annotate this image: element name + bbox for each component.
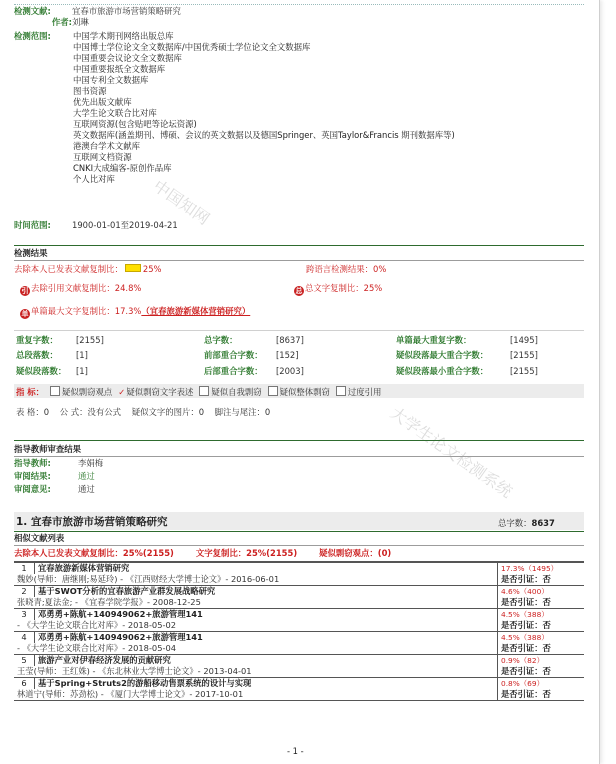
doc-title-link[interactable]: 邓勇勇+陈航+140949062+旅游管理141 xyxy=(35,632,498,644)
stat-label: 疑似段落数： xyxy=(16,366,67,376)
stat-value: [2003] xyxy=(276,366,304,376)
stat-value: [1495] xyxy=(510,335,538,345)
section-total xyxy=(498,518,555,529)
row-number: 5 xyxy=(14,655,35,667)
single-max-title-link[interactable]: （宜春旅游新媒体营销研究） xyxy=(141,306,251,316)
separator xyxy=(14,330,584,331)
indicator-option-label: 过度引用 xyxy=(347,387,382,397)
match-percent: 4.6%（400） xyxy=(498,586,585,598)
row-number: 1 xyxy=(14,563,35,575)
table-row-detail xyxy=(14,643,584,655)
stat-value: [1] xyxy=(76,366,88,376)
review-result-label: 审阅结果: xyxy=(14,471,51,481)
match-percent: 17.3%（1495） xyxy=(498,563,585,575)
table-row xyxy=(14,586,584,598)
scope-item: 互联网资源(包含贴吧等论坛资源) xyxy=(73,119,197,129)
single-max-value: 17.3% xyxy=(114,306,142,316)
stat-value: [2155] xyxy=(510,350,538,360)
doc-source: - 《大学生论文联合比对库》- 2018-05-04 xyxy=(14,643,498,655)
doc-source: - 《大学生论文联合比对库》- 2018-05-02 xyxy=(14,620,498,632)
cite-status: 是否引证：否 xyxy=(498,689,585,701)
review-header: 指导教师审查结果 xyxy=(14,444,81,454)
single-max-label: 单篇最大文字复制比： xyxy=(31,306,115,316)
single-badge-icon: 单 xyxy=(21,310,29,318)
exclude-self-value: 25% xyxy=(142,264,162,274)
row-number: 3 xyxy=(14,609,35,621)
stat-value: [8637] xyxy=(276,335,304,345)
summary-value: 25%(2155) xyxy=(122,548,174,558)
review-opinion-label: 审阅意见: xyxy=(14,484,51,494)
indicator-option-label: 疑似剽窃观点 xyxy=(62,387,113,397)
stat-label: 前部重合字数： xyxy=(204,350,263,360)
review-result-value: 通过 xyxy=(78,471,95,481)
doc-value: 宜春市旅游市场营销策略研究 xyxy=(72,6,181,16)
match-percent: 0.8%（69） xyxy=(498,678,585,690)
exclude-cite-label: 去除引用文献复制比： xyxy=(31,283,115,293)
summary-label: 文字复制比： xyxy=(195,548,247,558)
total-copy-label: 总文字复制比： xyxy=(305,283,364,293)
table-row-detail xyxy=(14,689,584,701)
doc-title-link[interactable]: 旅游产业对伊春经济发展的贡献研究 xyxy=(35,655,498,667)
table-row xyxy=(14,609,584,621)
scope-label-row xyxy=(14,31,72,42)
table-row xyxy=(14,678,584,690)
section-title: 1. 宜春市旅游市场营销策略研究 xyxy=(16,516,168,528)
scope-item: 港澳台学术文献库 xyxy=(73,141,140,151)
scope-item: 大学生论文联合比对库 xyxy=(73,108,157,118)
summary-label: 疑似剽窃观点： xyxy=(319,548,378,558)
summary-label: 去除本人已发表文献复制比： xyxy=(14,548,123,558)
indicator-label: 指 标： xyxy=(16,387,45,397)
table-row xyxy=(14,563,584,575)
cite-status: 是否引证：否 xyxy=(498,643,585,655)
table-row xyxy=(14,655,584,667)
indicator-list xyxy=(44,387,381,397)
section-total-value: 8637 xyxy=(531,518,555,528)
indicator-checkbox[interactable] xyxy=(268,386,278,396)
stat-label: 后部重合字数： xyxy=(204,366,263,376)
stat-value: [152] xyxy=(276,350,299,360)
total-copy-row xyxy=(294,283,382,296)
cite-badge-icon: 引 xyxy=(21,287,29,295)
section-total-label: 总字数： xyxy=(498,518,532,528)
watermark: 中国知网 xyxy=(149,176,214,229)
scope-item: 英文数据库(涵盖期刊、博硕、会议的英文数据以及德国Springer、英国Taylor&Francis 期刊数据库等) xyxy=(73,130,455,140)
scope-item: 中国学术期刊网络出版总库 xyxy=(73,31,174,41)
scope-item: 图书资源 xyxy=(73,86,107,96)
cite-status: 是否引证：否 xyxy=(498,597,585,609)
table-row-detail xyxy=(14,574,584,586)
doc-source: 林道宁(导师：苏劲松) - 《厦门大学博士论文》- 2017-10-01 xyxy=(14,689,498,701)
table-row-detail xyxy=(14,666,584,678)
stat-value: [1] xyxy=(76,350,88,360)
table-row-detail xyxy=(14,620,584,632)
author-label: 作者: xyxy=(51,17,72,27)
stat-value: [2155] xyxy=(510,366,538,376)
stat-label: 总段落数： xyxy=(16,350,58,360)
separator xyxy=(14,260,584,261)
scope-label: 检测范围: xyxy=(14,31,51,41)
stat-label: 重复字数： xyxy=(16,335,58,345)
indicator-checkbox[interactable] xyxy=(199,386,209,396)
summary-value: 25%(2155) xyxy=(246,548,298,558)
cross-lang-value: 0% xyxy=(373,264,387,274)
doc-source: 魏妙(导师：唐继刚;易延玲) - 《江西财经大学博士论文》- 2016-06-01 xyxy=(14,574,498,586)
scope-item: 中国专利全文数据库 xyxy=(73,75,149,85)
exclude-cite-value: 24.8% xyxy=(114,283,142,293)
teacher-label: 指导教师: xyxy=(14,458,51,468)
single-max-row xyxy=(20,306,250,319)
time-row xyxy=(14,220,178,231)
doc-source: 王莹(导师：王红姝) - 《东北林业大学博士论文》- 2013-04-01 xyxy=(14,666,498,678)
section-summary xyxy=(14,548,413,559)
match-percent: 0.9%（82） xyxy=(498,655,585,667)
author-row xyxy=(14,17,89,28)
author-value: 刘琳 xyxy=(72,17,89,27)
indicator-checkbox[interactable] xyxy=(336,386,346,396)
indicator-option-label: 疑似整体剽窃 xyxy=(279,387,330,397)
scope-item: 互联网文档资源 xyxy=(73,152,132,162)
scope-item: 中国重要报纸全文数据库 xyxy=(73,64,166,74)
ratio-bar xyxy=(125,264,141,272)
separator xyxy=(14,245,584,246)
review-opinion-value: 通过 xyxy=(78,484,95,494)
match-percent: 4.5%（388） xyxy=(498,609,585,621)
separator xyxy=(14,531,584,532)
stat-label: 总字数： xyxy=(204,335,238,345)
doc-title-link[interactable]: 基于SWOT分析的宜春旅游产业群发展战略研究 xyxy=(35,586,498,598)
total-badge-icon: 总 xyxy=(295,287,303,295)
row-number: 2 xyxy=(14,586,35,598)
teacher-row xyxy=(14,458,103,469)
separator xyxy=(14,545,584,546)
scope-list xyxy=(73,31,455,185)
doc-title-link[interactable]: 邓勇勇+陈航+140949062+旅游管理141 xyxy=(35,609,498,621)
doc-label: 检测文献: xyxy=(14,6,51,16)
cross-lang-label: 跨语言检测结果： xyxy=(306,264,373,274)
review-result-row xyxy=(14,471,95,482)
scope-item: 优先出版文献库 xyxy=(73,97,132,107)
total-copy-value: 25% xyxy=(363,283,383,293)
similar-docs-table xyxy=(14,562,584,701)
teacher-value: 李娟梅 xyxy=(78,458,104,468)
scope-item: 个人比对库 xyxy=(73,174,115,184)
doc-title-link[interactable]: 宜春旅游新媒体营销研究 xyxy=(35,563,498,575)
clipped-header-strip xyxy=(14,0,584,5)
cite-status: 是否引证：否 xyxy=(498,574,585,586)
separator xyxy=(14,440,584,441)
scope-item: 中国博士学位论文全文数据库/中国优秀硕士学位论文全文数据库 xyxy=(73,42,311,52)
indicator-option-label: 疑似自我剽窃 xyxy=(211,387,262,397)
misc-stats: 表 格：0 公 式：没有公式 疑似文字的图片：0 脚注与尾注：0 xyxy=(16,407,271,417)
page-number: - 1 - xyxy=(287,746,304,756)
doc-title-link[interactable]: 基于Spring+Struts2的游船移动售票系统的设计与实现 xyxy=(35,678,498,690)
separator xyxy=(14,456,584,457)
row-number: 4 xyxy=(14,632,35,644)
exclude-self-label: 去除本人已发表文献复制比： xyxy=(14,264,123,274)
indicator-checkbox[interactable]: ✓ xyxy=(118,387,126,397)
summary-value: (0) xyxy=(377,548,392,558)
scope-item: 中国重要会议论文全文数据库 xyxy=(73,53,182,63)
scope-item: CNKI大成编客-原创作品库 xyxy=(73,163,172,173)
table-row xyxy=(14,632,584,644)
match-percent: 4.5%（388） xyxy=(498,632,585,644)
stat-label: 疑似段落最小重合字数： xyxy=(396,366,489,376)
table-row-detail xyxy=(14,597,584,609)
watermark: 大学生论文检测系统 xyxy=(386,403,516,502)
doc-row xyxy=(14,6,181,17)
cite-status: 是否引证：否 xyxy=(498,620,585,632)
review-opinion-row xyxy=(14,484,95,495)
exclude-self-row xyxy=(14,264,162,275)
time-value: 1900-01-01至2019-04-21 xyxy=(72,220,178,230)
row-number: 6 xyxy=(14,678,35,690)
cross-lang-row xyxy=(306,264,386,275)
indicator-row xyxy=(16,386,381,398)
cite-status: 是否引证：否 xyxy=(498,666,585,678)
stat-value: [2155] xyxy=(76,335,104,345)
doc-source: 张晓青;夏法金; - 《宜春学院学报》- 2008-12-25 xyxy=(14,597,498,609)
stat-label: 单篇最大重复字数： xyxy=(396,335,472,345)
indicator-checkbox[interactable] xyxy=(50,386,60,396)
results-header: 检测结果 xyxy=(14,248,48,258)
time-label: 时间范围: xyxy=(14,220,51,230)
stat-label: 疑似段落最大重合字数： xyxy=(396,350,489,360)
list-header: 相似文献列表 xyxy=(14,533,65,543)
exclude-cite-row xyxy=(20,283,141,296)
indicator-option-label: 疑似剽窃文字表述 xyxy=(126,387,194,397)
